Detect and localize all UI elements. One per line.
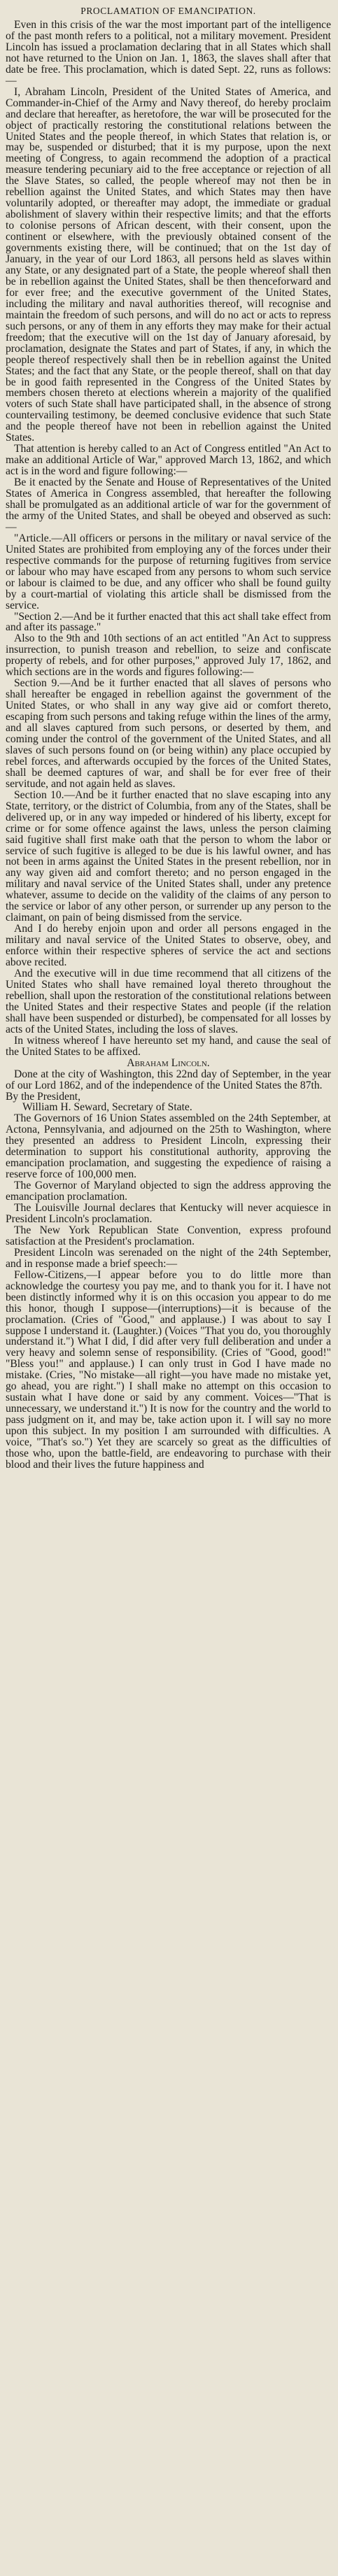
paragraph-proclamation: I, Abraham Lincoln, President of the United States of America, and Commander-in-Chief of the Army and Navy thereof, do hereby proclaim and declare that hereafter, as heretofore, the war will be prosecuted for the object of practically restoring the constitutional relations between the United States and the people thereof, in which States that relation is, or may be, suspended or disturbed; that it is my purpose, upon the next meeting of Congress, to again recommend the adoption of a practical measure tendering pecuniary aid to the free acceptance or rejection of all the Slave States, so called, the people whereof may not then be in rebellion against the United States, and which States may then have voluntarily adopted, or thereafter may adopt, the immediate or gradual abolishment of slavery within their respective limits; and that the efforts to colonise persons of African descent, with their consent, upon the continent or elsewhere, with the previously obtained consent of the governments existing there, will be continued; that on the 1st day of January, in the year of our Lord 1863, all persons held as slaves within any State, or any designated part of a State, the people whereof shall then be in rebellion against the United States, shall be then thenceforward and for ever free; and the executive government of the United States, including the military and naval authorities thereof, will recognise and maintain the freedom of such persons, and will do no act or acts to repress such persons, or any of them in any efforts they may make for their actual freedom; that the executive will on the 1st day of January aforesaid, by proclamation, designate the States and part of States, if any, in which the people thereof respectively shall then be in rebellion against the United States; and the fact that any State, or the people thereof, shall on that day be in good faith represented in the Congress of the United States by members chosen thereto at elections wherein a majority of the qualified voters of such State shall have participated shall, in the absence of strong countervailing testimony, be deemed conclusive evidence that such State and the people thereof have not been in rebellion against the United States. xyxy=(6,85,331,444)
paragraph-speech: Fellow-Citizens,—I appear before you to do little more than acknowledge the courtesy you pay me, and to thank you for it. I have not been distinctly informed why it is on this occasion you appear to do me this honor, though I suppose—(interruptions)—it is because of the proclamation. (Cries of "Good," and applause.) I was about to say I suppose I understand it. (Laughter.) (Voices "That you do, you thoroughly understand it.") What I did, I did after very full deliberation and under a very heavy and solemn sense of responsibility. (Cries of "Good, good!" "Bless you!" and applause.) I can only trust in God I have made no mistake. (Cries, "No mistake—all right—you have made no mistake yet, go ahead, you are right.") I shall make no attempt on this occasion to sustain what I have done or said by any comment. Voices—"That is unnecessary, we understand it.") It is now for the country and the world to pass judgment on it, and may be, take action upon it. I will say no more upon this subject. In my position I am surrounded with difficulties. A voice, "That's so.") Yet they are scarcely so great as the difficulties of those who, upon the battle-field, are endeavoring to purchase with their blood and their lives the future happiness and xyxy=(6,1268,331,1471)
signature: Abraham Lincoln. xyxy=(127,1056,210,1069)
paragraph-executive: And the executive will in due time recommend that all citizens of the United States who shall have remained loyal thereto throughout the rebellion, shall upon the restoration of the constitutional relations between the United States and their respective States and people (if the relation shall have been suspended or disturbed), be compensated for all losses by acts of the United States, including the loss of slaves. xyxy=(6,968,331,1035)
paragraph-section-2: "Section 2.—And be it further enacted that this act shall take effect from and after its passage." xyxy=(6,610,331,634)
paragraph-section-9: Section 9.—And be it further enacted that all slaves of persons who shall hereafter be engaged in rebellion against the government of the United States, or who shall in any way give aid or comfort thereto, escaping from such persons and taking refuge within the lines of the army, and all slaves captured from such persons, or deserted by them, and coming under the control of the government of the United States, and all slaves of such persons found on (or being within) any place occupied by rebel forces, and afterwards occupied by the forces of the United States, shall be deemed captures of war, and shall be for ever free of their servitude, and not again held as slaves. xyxy=(6,677,331,790)
dated-line: Done at the city of Washington, this 22nd day of September, in the year of our Lord 1862, and of the independence of the United States the 87th. xyxy=(6,1068,331,1091)
article-body xyxy=(6,20,331,1471)
paragraph-new-york: The New York Republican State Convention, express profound satisfaction at the President's proclamation. xyxy=(6,1224,331,1247)
paragraph-enacted: Be it enacted by the Senate and House of Representatives of the United States of America in Congress assembled, that hereafter the following shall be promulgated as an additional article of war for the government of the army of the United States, and shall be obeyed and observed as such:— xyxy=(6,476,331,533)
paragraph-article: "Article.—All officers or persons in the military or naval service of the United States are prohibited from employing any of the forces under their respective commands for the purpose of returning fugitives from service or labour who may have escaped from any persons to whom such service or labour is claimed to be due, and any officer who shall be found guilty by a court-martial of violating this article shall be dismissed from the service. xyxy=(6,532,331,611)
by-the-president: By the President, xyxy=(6,1090,80,1103)
paragraph-witness: In witness whereof I have hereunto set my hand, and cause the seal of the United States to be affixed. xyxy=(6,1034,331,1058)
paragraph-also: Also to the 9th and 10th sections of an act entitled "An Act to suppress insurrection, to punish treason and rebellion, to seize and confiscate property of rebels, and for other purposes," approved July 17, 1862, and which sections are in the words and figures following:— xyxy=(6,632,331,679)
paragraph-intro: Even in this crisis of the war the most important part of the intelligence of the past month refers to a political, not a military movement. President Lincoln has issued a proclamation declaring that in all States which shall not have returned to the Union on Jan. 1, 1863, the slaves shall after that date be free. This proclamation, which is dated Sept. 22, runs as follows:— xyxy=(6,19,331,87)
paragraph-serenade: President Lincoln was serenaded on the night of the 24th September, and in response made a brief speech:— xyxy=(6,1246,331,1270)
paragraph-attention: That attention is hereby called to an Act of Congress entitled "An Act to make an additional Article of War," approved March 13, 1862, and which act is in the word and figure following:— xyxy=(6,443,331,478)
secretary-signature: William H. Seward, Secretary of State. xyxy=(22,1101,192,1114)
paragraph-section-10: Section 10.—And be it further enacted that no slave escaping into any State, territory, or the district of Columbia, from any of the States, shall be delivered up, or in any way impeded or hindered of his liberty, except for crime or for some offence against the laws, unless the person claiming said fugitive shall first make oath that the person to whom the labor or service of such fugitive is alleged to be due is his lawful owner, and has not been in arms against the United States in the present rebellion, nor in any way given aid and comfort thereto; and no person engaged in the military and naval service of the United States shall, under any pretence whatever, assume to decide on the validity of the claims of any person to the service or labor of any other person, or surrender up any person to the claimant, on pain of being dismissed from the service. xyxy=(6,788,331,924)
paragraph-maryland: The Governor of Maryland objected to sign the address approving the emancipation proclamation. xyxy=(6,1180,331,1203)
paragraph-louisville: The Louisville Journal declares that Kentucky will never acquiesce in President Lincoln's proclamation. xyxy=(6,1202,331,1225)
paragraph-enjoin: And I do hereby enjoin upon and order all persons engaged in the military and naval service of the United States to observe, obey, and enforce within their respective spheres of service the act and sections above recited. xyxy=(6,923,331,969)
article-headline: PROCLAMATION OF EMANCIPATION. xyxy=(80,6,256,16)
paragraph-governors: The Governors of 16 Union States assembled on the 24th September, at Actona, Pennsylvania, and adjourned on the 25th to Washington, where they presented an address to President Lincoln, expressing their determination to support his constitutional authority, approving the emancipation proclamation, and suggesting the expedience of raising a reserve force of 100,000 men. xyxy=(6,1112,331,1181)
